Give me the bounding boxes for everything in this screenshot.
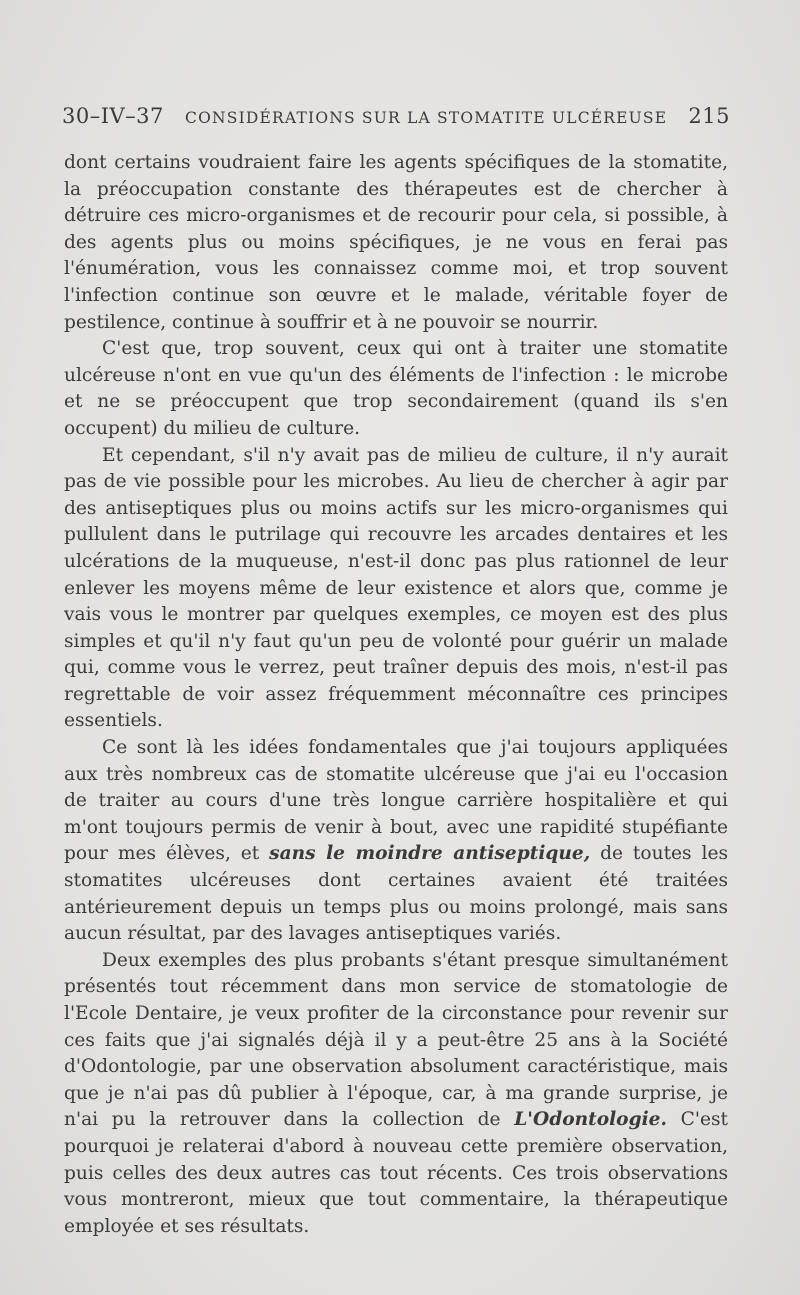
body-text	[64, 150, 728, 1240]
header-title: CONSIDÉRATIONS SUR LA STOMATITE ULCÉREUSE	[185, 109, 668, 127]
paragraph-4-text-before: Ce sont là les idées fondamentales que j'ai toujours appliquées aux très nombreux cas de stomatite ulcéreuse que j'ai eu l'occasion de traiter au cours d'une très longue carrière hospitalière et qui m'ont toujours permis de venir à bout, avec une rapidité stupéfiante pour mes élèves, et	[64, 737, 728, 865]
paragraph-2: C'est que, trop souvent, ceux qui ont à traiter une stomatite ulcéreuse n'ont en vue qu'un des éléments de l'infection : le microbe et ne se préoccupent que trop secondairement (quand ils s'en occupent) du milieu de culture.	[64, 338, 728, 439]
paragraph-4-emphasis: sans le moindre antiseptique,	[269, 843, 591, 865]
paragraph-5-text-after: C'est pourquoi je relaterai d'abord à nouveau cette première observation, puis celles des deux autres cas tout récents. Ces trois observations vous montreront, mieux que tout commentaire, la thérapeutique employée et ses résultats.	[64, 1109, 728, 1237]
running-header	[62, 104, 730, 130]
header-date: 30–IV–37	[62, 104, 164, 128]
paragraph-4	[64, 735, 728, 948]
paragraph-1: dont certains voudraient faire les agents spécifiques de la stomatite, la préoccupation constante des thérapeutes est de chercher à détruire ces micro-organismes et de recourir pour cela, si possible, à des agents plus ou moins spécifiques, je ne vous en ferai pas l'énumération, vous les connaissez comme moi, et trop souvent l'infection continue son œuvre et le malade, véritable foyer de pestilence, continue à souffrir et à ne pouvoir se nourrir.	[64, 152, 728, 333]
page-number: 215	[688, 104, 730, 128]
paragraph-5	[64, 948, 728, 1241]
paragraph-5-emphasis: L'Odontologie.	[514, 1109, 667, 1131]
paragraph-3: Et cependant, s'il n'y avait pas de milieu de culture, il n'y aurait pas de vie possible pour les microbes. Au lieu de chercher à agir par des antiseptiques plus ou moins actifs sur les micro-organismes qui pullulent dans le putrilage qui recouvre les arcades dentaires et les ulcérations de la muqueuse, n'est-il donc pas plus rationnel de leur enlever les moyens même de leur existence et alors que, comme je vais vous le montrer par quelques exemples, ce moyen est des plus simples et qu'il n'y faut qu'un peu de volonté pour guérir un malade qui, comme vous le verrez, peut traîner depuis des mois, n'est-il pas regrettable de voir assez fréquemment méconnaître ces principes essentiels.	[64, 444, 728, 732]
paragraph-5-text-before: Deux exemples des plus probants s'étant presque simultanément présentés tout récemment dans mon service de stomatologie de l'Ecole Dentaire, je veux profiter de la circonstance pour revenir sur ces faits que j'ai signalés déjà il y a peut-être 25 ans à la Société d'Odontologie, par une observation absolument caractéristique, mais que je n'ai pas dû publier à l'époque, car, à ma grande surprise, je n'ai pu la retrouver dans la collection de	[64, 949, 728, 1131]
paragraph-4-text-after: de toutes les stomatites ulcéreuses dont certaines avaient été traitées antérieurement depuis un temps plus ou moins prolongé, mais sans aucun résultat, par des lavages antiseptiques variés.	[64, 843, 728, 945]
